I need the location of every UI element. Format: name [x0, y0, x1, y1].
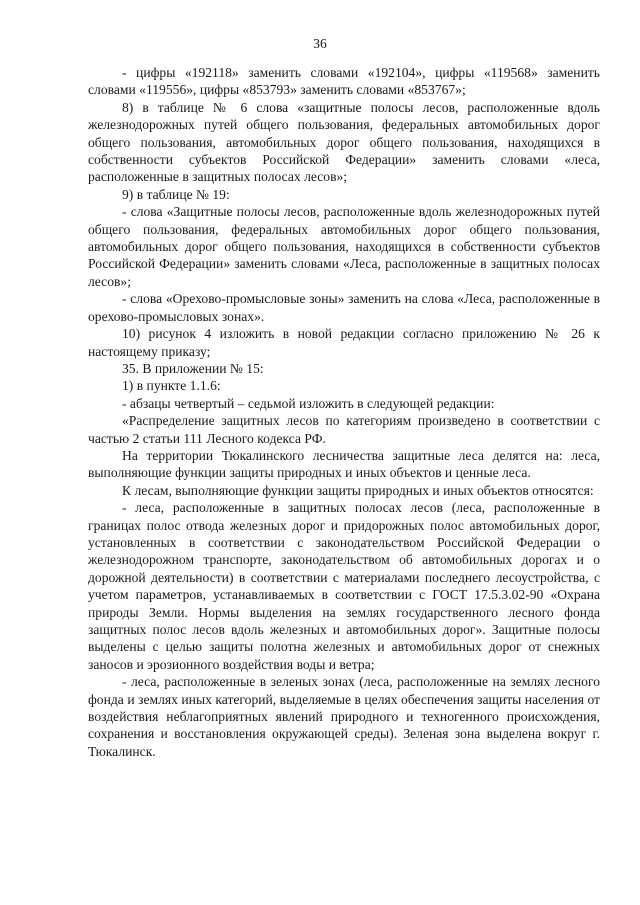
paragraph: - слова «Орехово-промысловые зоны» заменить на слова «Леса, расположенные в орехово-промысловых зонах». [88, 291, 600, 324]
document-body [88, 64, 600, 760]
paragraph: 35. В приложении № 15: [122, 360, 264, 376]
paragraph: 9) в таблице № 19: [122, 186, 230, 202]
paragraph: На территории Тюкалинского лесничества защитные леса делятся на: леса, выполняющие функции защиты природных и иных объектов и ценные леса. [88, 447, 600, 481]
page-number: 36 [313, 36, 327, 51]
paragraph: - леса, расположенные в зеленых зонах (леса, расположенные на землях лесного фонда и землях иных категорий, выделяемые в целях обеспечения защиты населения от воздействия неблагоприятных явлений природного и техногенного происхождения, сохранения и восстановления окружающей среды). Зеленая зона выделена вокруг г. Тюкалинск. [88, 674, 600, 759]
paragraph: 1) в пункте 1.1.6: [122, 378, 221, 394]
paragraph: - слова «Защитные полосы лесов, расположенные вдоль железнодорожных путей общего пользования, федеральных автомобильных дорог общего пользования, автомобильных дорог общего пользования, находящихся в собственности субъектов Российской Федерации» заменить словами «Леса, расположенные в защитных полосах лесов»; [88, 204, 600, 289]
paragraph: 8) в таблице № 6 слова «защитные полосы лесов, расположенные вдоль железнодорожных путей общего пользования, федеральных автомобильных дорог общего пользования, автомобильных дорог общего пользования, находящихся в собственности субъектов Российской Федерации» заменить словами «леса, расположенные в защитных полосах лесов»; [88, 99, 600, 185]
paragraph: 10) рисунок 4 изложить в новой редакции согласно приложению № 26 к настоящему приказу; [88, 326, 600, 359]
paragraph: - цифры «192118» заменить словами «192104», цифры «119568» заменить словами «119556», цифры «853793» заменить словами «853767»; [88, 65, 600, 98]
paragraph: «Распределение защитных лесов по категориям произведено в соответствии с частью 2 статьи 111 Лесного кодекса РФ. [88, 413, 600, 446]
paragraph: К лесам, выполняющие функции защиты природных и иных объектов относятся: [122, 482, 594, 498]
paragraph: - леса, расположенные в защитных полосах лесов (леса, расположенные в границах полос отвода железных дорог и придорожных полос автомобильных дорог, установленных в соответствии с законодательством Российской Федерации о железнодорожном транспорте, законодательством об автомобильных дорогах и о дорожной деятельности) в соответствии с материалами последнего лесоустройства, с учетом параметров, устанавливаемых в соответствии с ГОСТ 17.5.3.02-90 «Охрана природы Земли. Нормы выделения на землях государственного лесного фонда защитных полос лесов вдоль железных и автомобильных дорог». Защитные полосы выделены с целью защиты полотна железных и автомобильных дорог от снежных заносов и эрозионного воздействия воды и ветра; [88, 500, 600, 672]
paragraph: - абзацы четвертый – седьмой изложить в следующей редакции: [122, 395, 495, 411]
